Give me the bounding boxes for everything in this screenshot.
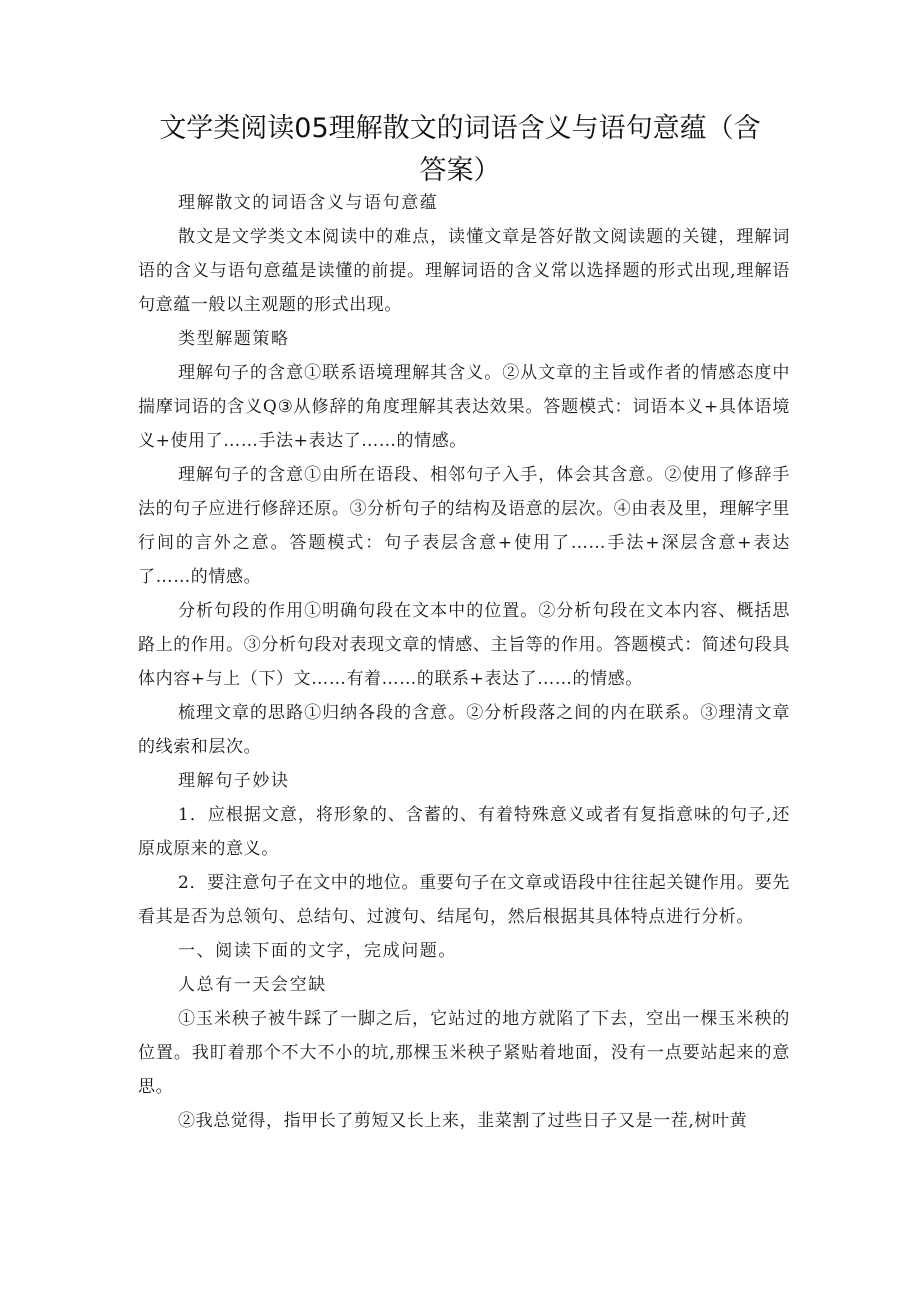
section-heading: 类型解题策略 <box>178 329 290 349</box>
section-heading: 理解句子妙诀 <box>178 771 290 791</box>
strategy-paragraph: 理解句子的含意①由所在语段、相邻句子入手，体会其含意。②使用了修辞手法的句子应进行修辞还原。③分析句子的结构及语意的层次。④由表及里，理解字里行间的言外之意。答题模式：句子表层含意+使用了……手法+深层含意+表达了……的情感。 <box>138 465 790 587</box>
tip-paragraph: 2．要注意句子在文中的地位。重要句子在文章或语段中往往起关键作用。要先看其是否为总领句、总结句、过渡句、结尾句，然后根据其具体特点进行分析。 <box>138 873 790 927</box>
section-heading: 理解散文的词语含义与语句意蕴 <box>178 193 439 213</box>
tip-paragraph: 1．应根据文意，将形象的、含蓄的、有着特殊意义或者有复指意味的句子,还原成原来的意义。 <box>138 805 790 859</box>
exercise-heading: 一、阅读下面的文字，完成问题。 <box>178 941 457 961</box>
document-title: 文学类阅读05理解散文的词语含义与语句意蕴（含答案） <box>159 113 761 186</box>
strategy-paragraph: 梳理文章的思路①归纳各段的含意。②分析段落之间的内在联系。③理清文章的线索和层次。 <box>138 703 790 757</box>
essay-paragraph: ①玉米秧子被牛踩了一脚之后，它站过的地方就陷了下去，空出一棵玉米秧的位置。我盯着那个不大不小的坑,那棵玉米秧子紧贴着地面，没有一点要站起来的意思。 <box>138 1009 790 1097</box>
essay-title: 人总有一天会空缺 <box>178 975 327 995</box>
strategy-paragraph: 理解句子的含意①联系语境理解其含义。②从文章的主旨或作者的情感态度中揣摩词语的含义Q③从修辞的角度理解其表达效果。答题模式：词语本义+具体语境义+使用了……手法+表达了……的情感。 <box>138 363 790 451</box>
strategy-paragraph: 分析句段的作用①明确句段在文本中的位置。②分析句段在文本内容、概括思路上的作用。③分析句段对表现文章的情感、主旨等的作用。答题模式：简述句段具体内容+与上（下）文……有着……的联系+表达了……的情感。 <box>138 601 790 689</box>
intro-paragraph: 散文是文学类文本阅读中的难点，读懂文章是答好散文阅读题的关键，理解词语的含义与语句意蕴是读懂的前提。理解词语的含义常以选择题的形式出现,理解语句意蕴一般以主观题的形式出现。 <box>138 227 790 315</box>
document-body <box>138 186 790 1138</box>
essay-paragraph: ②我总觉得，指甲长了剪短又长上来，韭菜割了过些日子又是一茬,树叶黄 <box>178 1111 748 1131</box>
